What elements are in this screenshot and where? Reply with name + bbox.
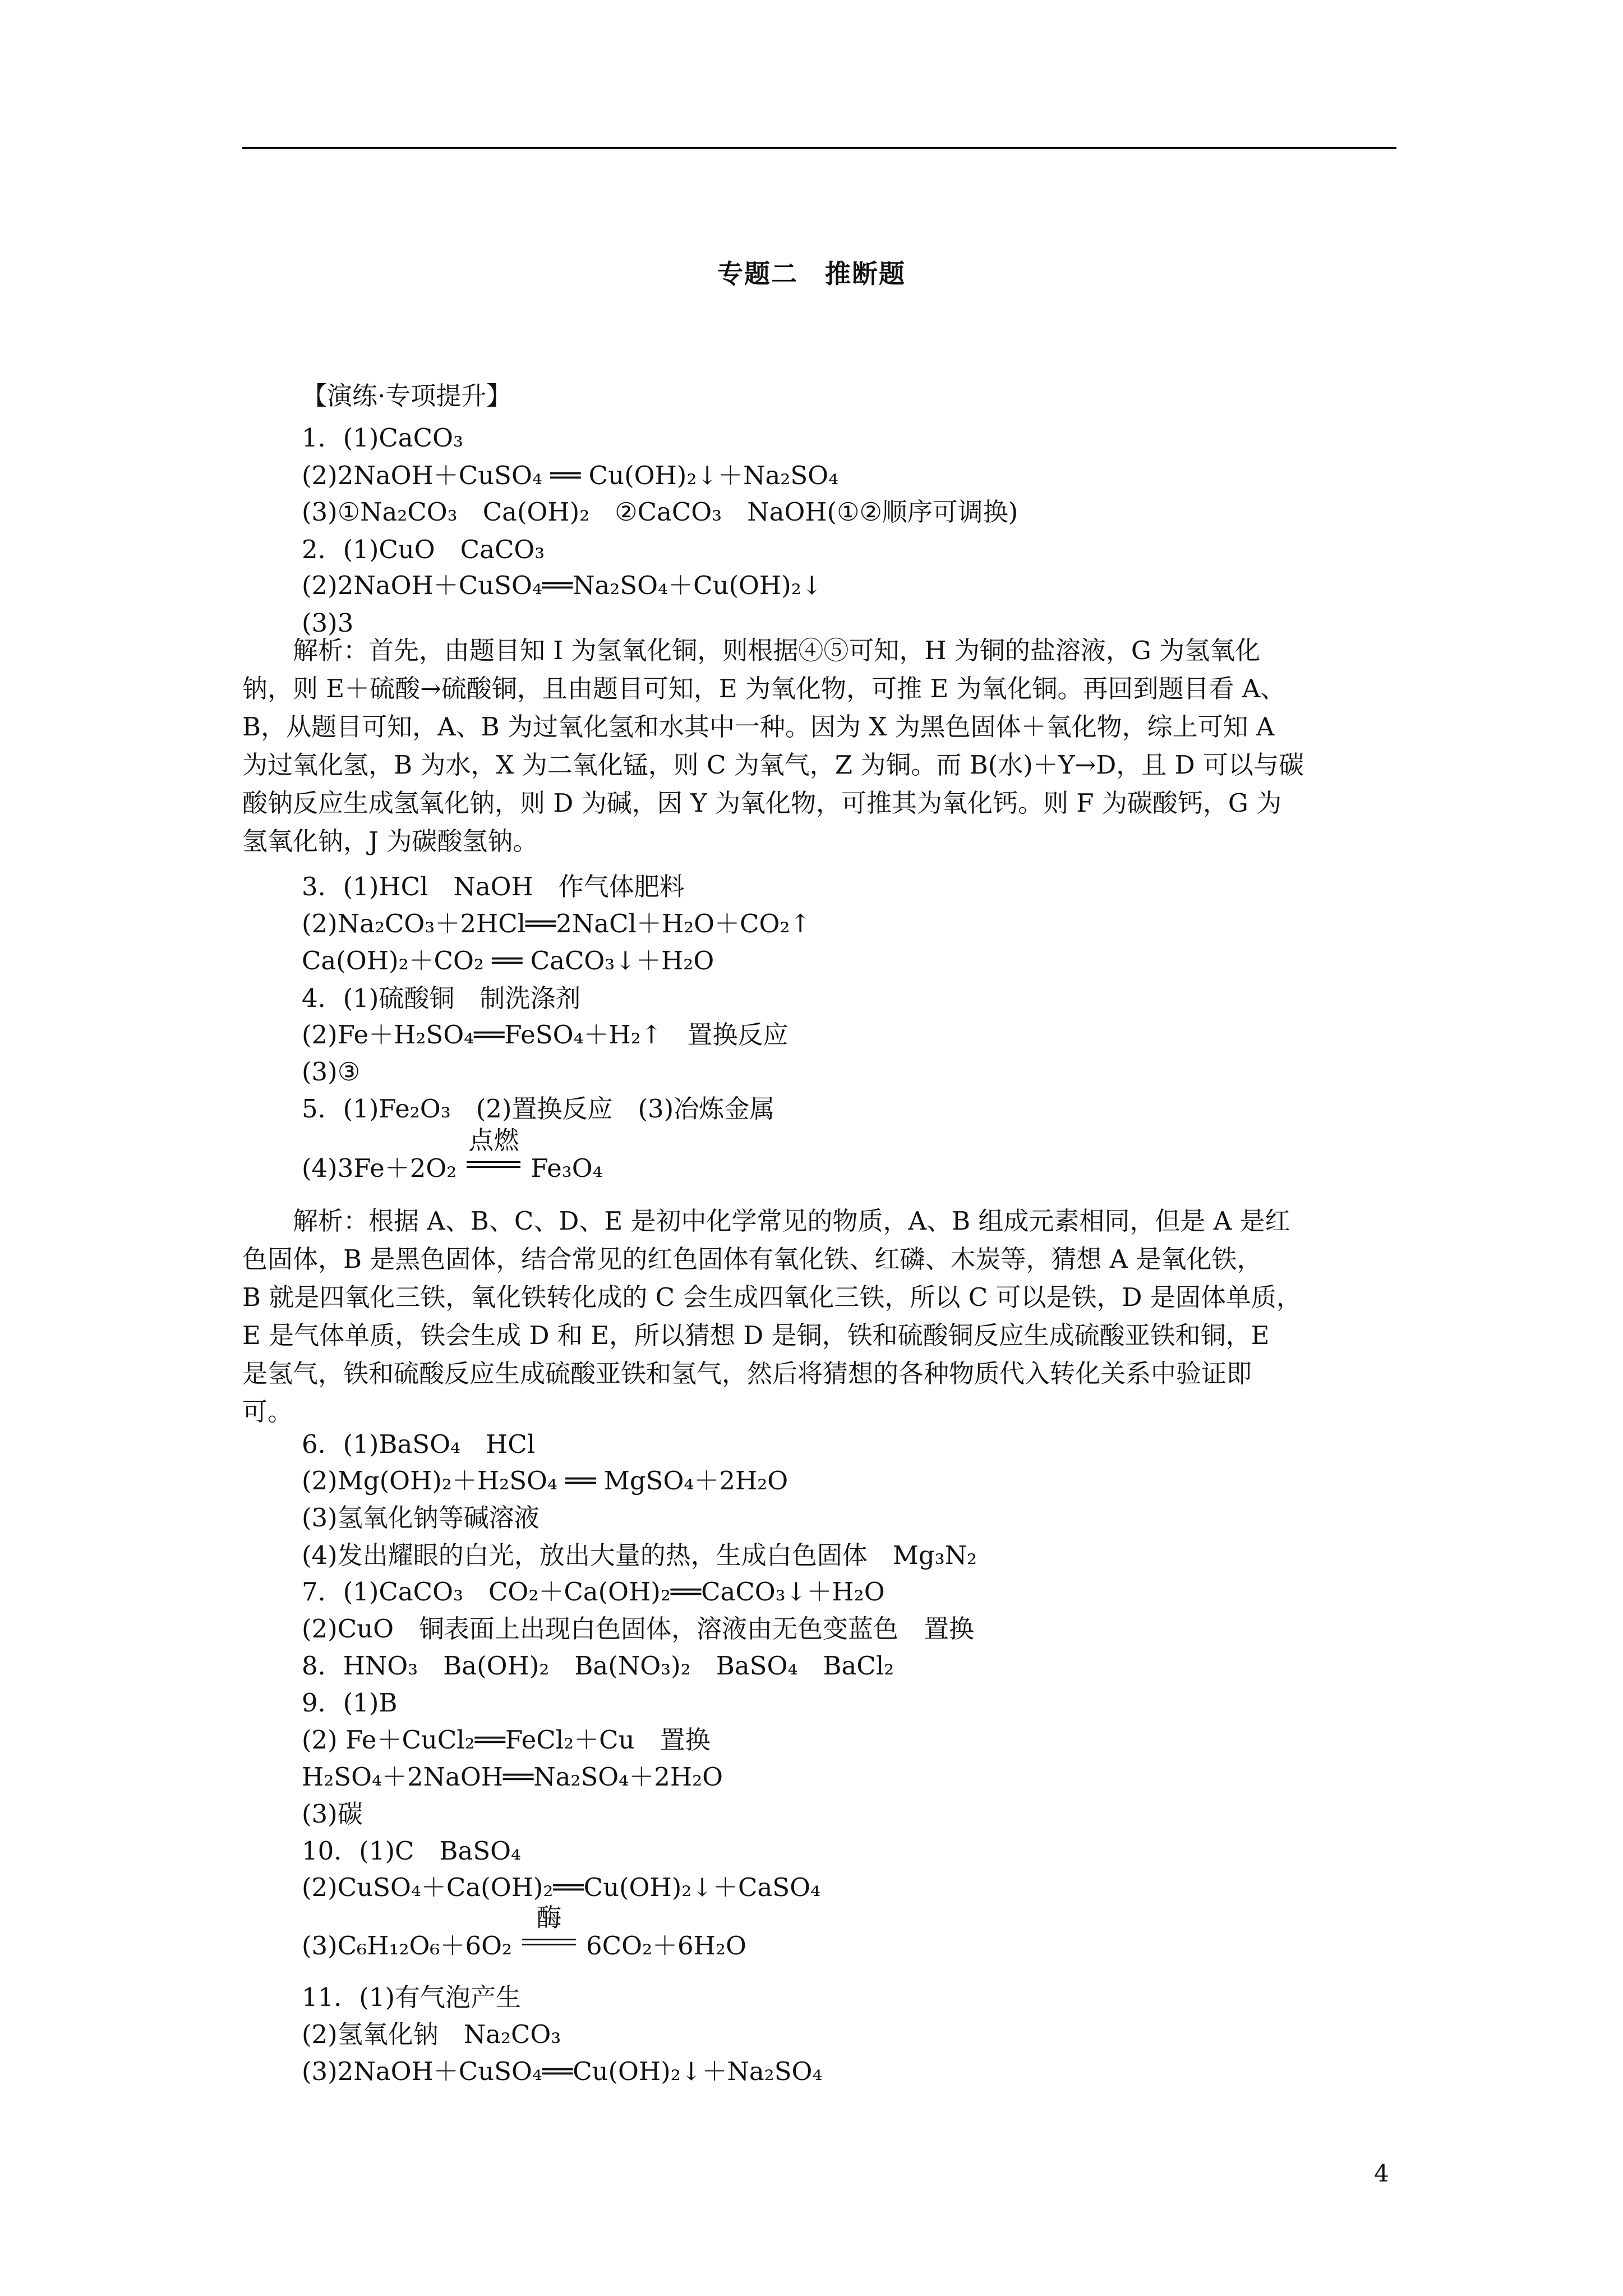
analysis-line: B，从题目可知，A、B 为过氧化氢和水其中一种。因为 X 为黑色固体＋氧化物，综上可知 A [242, 712, 1275, 742]
answer-line: 10．(1)C BaSO₄ [302, 1836, 522, 1866]
answer-line: 9．(1)B [302, 1688, 398, 1718]
analysis-line: E 是气体单质，铁会生成 D 和 E，所以猜想 D 是铜，铁和硫酸铜反应生成硫酸亚铁和铜，E [242, 1320, 1270, 1350]
analysis-line: 是氢气，铁和硫酸反应生成硫酸亚铁和氢气，然后将猜想的各种物质代入转化关系中验证即 [242, 1359, 1252, 1388]
answer-line: 7．(1)CaCO₃ CO₂＋Ca(OH)₂══CaCO₃↓＋H₂O [302, 1577, 885, 1607]
analysis-line: 可。 [242, 1397, 293, 1427]
analysis-5 [242, 1202, 1396, 1431]
analysis-line: 氢氧化钠，J 为碳酸氢钠。 [242, 826, 538, 856]
analysis-line: 为过氧化氢，B 为水，X 为二氧化锰，则 C 为氧气，Z 为铜。而 B(水)＋Y→D，且 D 可以与碳 [242, 750, 1304, 780]
analysis-line: 解析：首先，由题目知 I 为氢氧化铜，则根据④⑤可知，H 为铜的盐溶液，G 为氢氧化 [242, 636, 1261, 665]
answer-line: (4)发出耀眼的白光，放出大量的热，生成白色固体 Mg₃N₂ [302, 1540, 978, 1570]
answer-line: (3)3 [302, 608, 354, 638]
answer-line: (3)③ [302, 1057, 361, 1087]
analysis-line: 解析：根据 A、B、C、D、E 是初中化学常见的物质，A、B 组成元素相同，但是 A 是红 [242, 1206, 1290, 1236]
answer-line: 2．(1)CuO CaCO₃ [302, 535, 545, 564]
equation-right: 6CO₂＋6H₂O [586, 1931, 746, 1961]
equation-5-4 [302, 1125, 603, 1183]
answer-line: (2)2NaOH＋CuSO₄══Na₂SO₄＋Cu(OH)₂↓ [302, 570, 823, 600]
analysis-line: B 就是四氧化三铁，氧化铁转化成的 C 会生成四氧化三铁，所以 C 可以是铁，D 是固体单质， [242, 1282, 1302, 1312]
answer-line: Ca(OH)₂＋CO₂ ══ CaCO₃↓＋H₂O [302, 946, 714, 976]
answer-line: (3)①Na₂CO₃ Ca(OH)₂ ②CaCO₃ NaOH(①②顺序可调换) [302, 497, 1018, 527]
answer-line: 11．(1)有气泡产生 [302, 1982, 522, 2012]
answer-line: (2)Fe＋H₂SO₄══FeSO₄＋H₂↑ 置换反应 [302, 1020, 789, 1050]
answer-line: (3)2NaOH＋CuSO₄══Cu(OH)₂↓＋Na₂SO₄ [302, 2056, 823, 2086]
answer-line: 5．(1)Fe₂O₃ (2)置换反应 (3)冶炼金属 [302, 1094, 775, 1124]
answer-line: (2)CuO 铜表面上出现白色固体，溶液由无色变蓝色 置换 [302, 1614, 975, 1644]
answer-line: (2)Mg(OH)₂＋H₂SO₄ ══ MgSO₄＋2H₂O [302, 1466, 789, 1496]
answer-line: H₂SO₄＋2NaOH══Na₂SO₄＋2H₂O [302, 1762, 723, 1792]
analysis-2 [242, 632, 1396, 861]
analysis-line: 钠，则 E＋硫酸→硫酸铜，且由题目可知，E 为氧化物，可推 E 为氧化铜。再回到题目看 A、 [242, 674, 1286, 703]
answer-line: 3．(1)HCl NaOH 作气体肥料 [302, 872, 685, 901]
answer-line: (2)2NaOH＋CuSO₄ ══ Cu(OH)₂↓＋Na₂SO₄ [302, 461, 839, 490]
header-rule [242, 147, 1396, 149]
answer-line: 【演练·专项提升】 [302, 381, 512, 411]
answer-line: (2)Na₂CO₃＋2HCl══2NaCl＋H₂O＋CO₂↑ [302, 909, 811, 938]
answer-line: (3)氢氧化钠等碱溶液 [302, 1503, 540, 1533]
analysis-line: 酸钠反应生成氢氧化钠，则 D 为碱，因 Y 为氧化物，可推其为氧化钙。则 F 为碳酸钙，G 为 [242, 788, 1282, 818]
answer-line: (2)CuSO₄＋Ca(OH)₂══Cu(OH)₂↓＋CaSO₄ [302, 1872, 821, 1902]
answer-line: (3)碳 [302, 1799, 363, 1829]
reaction-condition: 酶 [536, 1903, 562, 1932]
answer-line: (2) Fe＋CuCl₂══FeCl₂＋Cu 置换 [302, 1725, 711, 1755]
reaction-condition: 点燃 [468, 1125, 519, 1155]
answer-line: 8．HNO₃ Ba(OH)₂ Ba(NO₃)₂ BaSO₄ BaCl₂ [302, 1651, 895, 1681]
answer-line: 1．(1)CaCO₃ [302, 423, 463, 453]
page-title: 专题二 推断题 [717, 259, 906, 289]
equation-right: Fe₃O₄ [531, 1153, 603, 1183]
analysis-line: 色固体，B 是黑色固体，结合常见的红色固体有氧化铁、红磷、木炭等，猜想 A 是氧化铁， [242, 1244, 1262, 1274]
answer-line: 4．(1)硫酸铜 制洗涤剂 [302, 983, 581, 1013]
equation-left: (3)C₆H₁₂O₆＋6O₂ [302, 1931, 513, 1961]
equation-10-3 [302, 1903, 746, 1961]
page-number: 4 [1374, 2160, 1389, 2187]
answer-line: (2)氢氧化钠 Na₂CO₃ [302, 2019, 561, 2049]
equation-left: (4)3Fe＋2O₂ [302, 1153, 457, 1183]
answer-line: 6．(1)BaSO₄ HCl [302, 1429, 536, 1459]
